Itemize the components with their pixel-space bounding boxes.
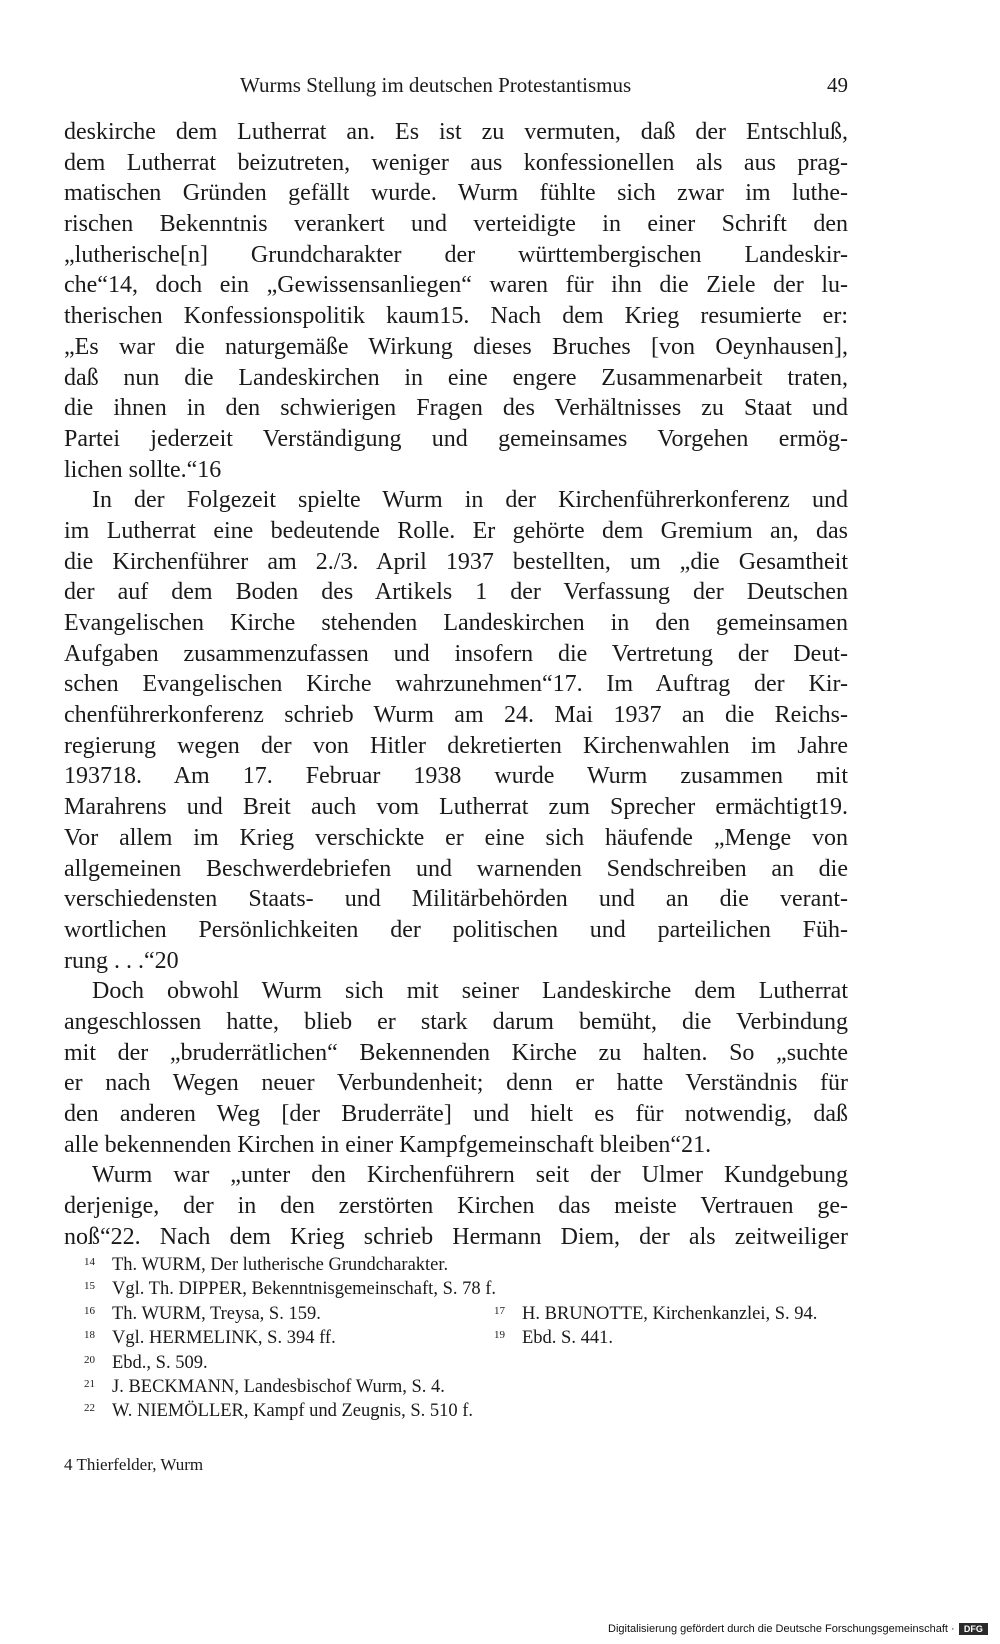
credit-text: Digitalisierung gefördert durch die Deutsche Forschungsgemeinschaft · (608, 1623, 955, 1635)
text-line: angeschlossen hatte, blieb er stark darum bemüht, die Verbindung (64, 1008, 848, 1035)
footnote-row (64, 1399, 848, 1423)
text-line: „Es war die naturgemäße Wirkung dieses Bruches [von Oeynhausen], (64, 333, 848, 360)
footnote-row (64, 1326, 848, 1350)
footnotes (64, 1253, 848, 1424)
text-line: regierung wegen der von Hitler dekretierten Kirchenwahlen im Jahre (64, 732, 848, 759)
text-line: matischen Gründen gefällt wurde. Wurm fühlte sich zwar im luthe- (64, 180, 848, 207)
text-line: alle bekennenden Kirchen in einer Kampfgemeinschaft bleiben“21. (64, 1131, 712, 1158)
text-line: „lutherische[n] Grundcharakter der württembergischen Landeskir- (64, 241, 848, 268)
text-line: dem Lutherrat beizutreten, weniger aus konfessionellen als aus prag- (64, 149, 848, 176)
footnote-row (64, 1277, 848, 1301)
footnote-row (64, 1302, 848, 1326)
footnote-text: Ebd. S. 441. (522, 1328, 613, 1349)
footnote-row (64, 1375, 848, 1399)
text-line: im Lutherrat eine bedeutende Rolle. Er gehörte dem Gremium an, das (64, 517, 848, 544)
footnote-text: Th. WURM, Treysa, S. 159. (112, 1303, 321, 1324)
text-line: den anderen Weg [der Bruderräte] und hielt es für notwendig, daß (64, 1101, 848, 1127)
text-line: therischen Konfessionspolitik kaum15. Nach dem Krieg resumierte er: (64, 303, 848, 330)
footnote-number: 15 (84, 1280, 95, 1293)
text-line: Aufgaben zusammenzufassen und insofern die Vertretung der Deut- (64, 640, 848, 667)
text-line: verschiedensten Staats- und Militärbehörden und an die verant- (64, 886, 848, 913)
footnote-text: H. BRUNOTTE, Kirchenkanzlei, S. 94. (522, 1303, 818, 1324)
text-line: wortlichen Persönlichkeiten der politischen und parteilichen Füh- (64, 916, 848, 943)
footnote-row (64, 1253, 848, 1277)
text-line: der auf dem Boden des Artikels 1 der Verfassung der Deutschen (64, 579, 848, 606)
footnote-text: Th. WURM, Der lutherische Grundcharakter. (112, 1255, 449, 1275)
footnote-number: 19 (494, 1329, 505, 1342)
text-line: er nach Wegen neuer Verbundenheit; denn er hatte Verständnis für (64, 1070, 848, 1097)
text-line: derjenige, der in den zerstörten Kirchen das meiste Vertrauen ge- (64, 1193, 848, 1220)
text-line: Evangelischen Kirche stehenden Landeskirchen in den gemeinsamen (64, 610, 848, 636)
text-line: schen Evangelischen Kirche wahrzunehmen“17. Im Auftrag der Kir- (64, 671, 848, 698)
text-line: rung . . .“20 (64, 947, 179, 974)
footnote-number: 22 (84, 1402, 95, 1415)
text-line: noß“22. Nach dem Krieg schrieb Hermann Diem, der als zeitweiliger (64, 1223, 848, 1250)
text-line: daß nun die Landeskirchen in eine engere Zusammenarbeit traten, (64, 364, 848, 391)
text-line: Partei jederzeit Verständigung und gemeinsames Vorgehen ermög- (64, 425, 848, 452)
text-line: die Kirchenführer am 2./3. April 1937 bestellten, um „die Gesamtheit (64, 548, 848, 575)
footnote-number: 21 (84, 1377, 95, 1390)
footnote-number: 17 (494, 1304, 505, 1317)
text-line: die ihnen in den schwierigen Fragen des Verhältnisses zu Staat und (64, 395, 848, 422)
text-line: 193718. Am 17. Februar 1938 wurde Wurm zusammen mit (64, 763, 848, 790)
running-head-title: Wurms Stellung im deutschen Protestantismus (240, 73, 632, 97)
dfg-logo-icon: DFG (959, 1623, 988, 1635)
digitization-credit (608, 1621, 988, 1637)
text-line: deskirche dem Lutherrat an. Es ist zu vermuten, daß der Entschluß, (64, 119, 848, 145)
text-line: Vor allem im Krieg verschickte er eine sich häufende „Menge von (64, 824, 848, 851)
text-line: In der Folgezeit spielte Wurm in der Kirchenführerkonferenz und (92, 487, 848, 514)
footnote-text: J. BECKMANN, Landesbischof Wurm, S. 4. (112, 1376, 445, 1397)
text-line: Marahrens und Breit auch vom Lutherrat zum Sprecher ermächtigt19. (64, 794, 848, 821)
text-line: Wurm war „unter den Kirchenführern seit der Ulmer Kundgebung (92, 1162, 848, 1189)
footnote-number: 16 (84, 1304, 95, 1317)
signature-mark: 4 Thierfelder, Wurm (64, 1455, 204, 1474)
footnote-row (64, 1351, 848, 1375)
footnote-number: 14 (84, 1256, 95, 1268)
text-line: che“14, doch ein „Gewissensanliegen“ waren für ihn die Ziele der lu- (64, 272, 848, 299)
text-line: mit der „bruderrätlichen“ Bekennenden Kirche zu halten. So „suchte (64, 1039, 848, 1066)
footnote-text: Vgl. Th. DIPPER, Bekenntnisgemeinschaft, S. 78 f. (112, 1279, 497, 1300)
body-text (64, 117, 848, 1252)
text-line: chenführerkonferenz schrieb Wurm am 24. Mai 1937 an die Reichs- (64, 702, 848, 729)
page-number: 49 (827, 73, 848, 97)
text-line: lichen sollte.“16 (64, 456, 222, 483)
text-line: rischen Bekenntnis verankert und verteidigte in einer Schrift den (64, 211, 848, 238)
footnote-number: 18 (84, 1329, 95, 1342)
footnote-number: 20 (84, 1353, 95, 1366)
footnote-text: W. NIEMÖLLER, Kampf und Zeugnis, S. 510 f. (112, 1401, 474, 1422)
text-line: allgemeinen Beschwerdebriefen und warnenden Sendschreiben an die (64, 855, 848, 882)
footnote-text: Vgl. HERMELINK, S. 394 ff. (112, 1328, 336, 1349)
text-line: Doch obwohl Wurm sich mit seiner Landeskirche dem Lutherrat (92, 978, 848, 1005)
footnote-text: Ebd., S. 509. (112, 1352, 208, 1373)
